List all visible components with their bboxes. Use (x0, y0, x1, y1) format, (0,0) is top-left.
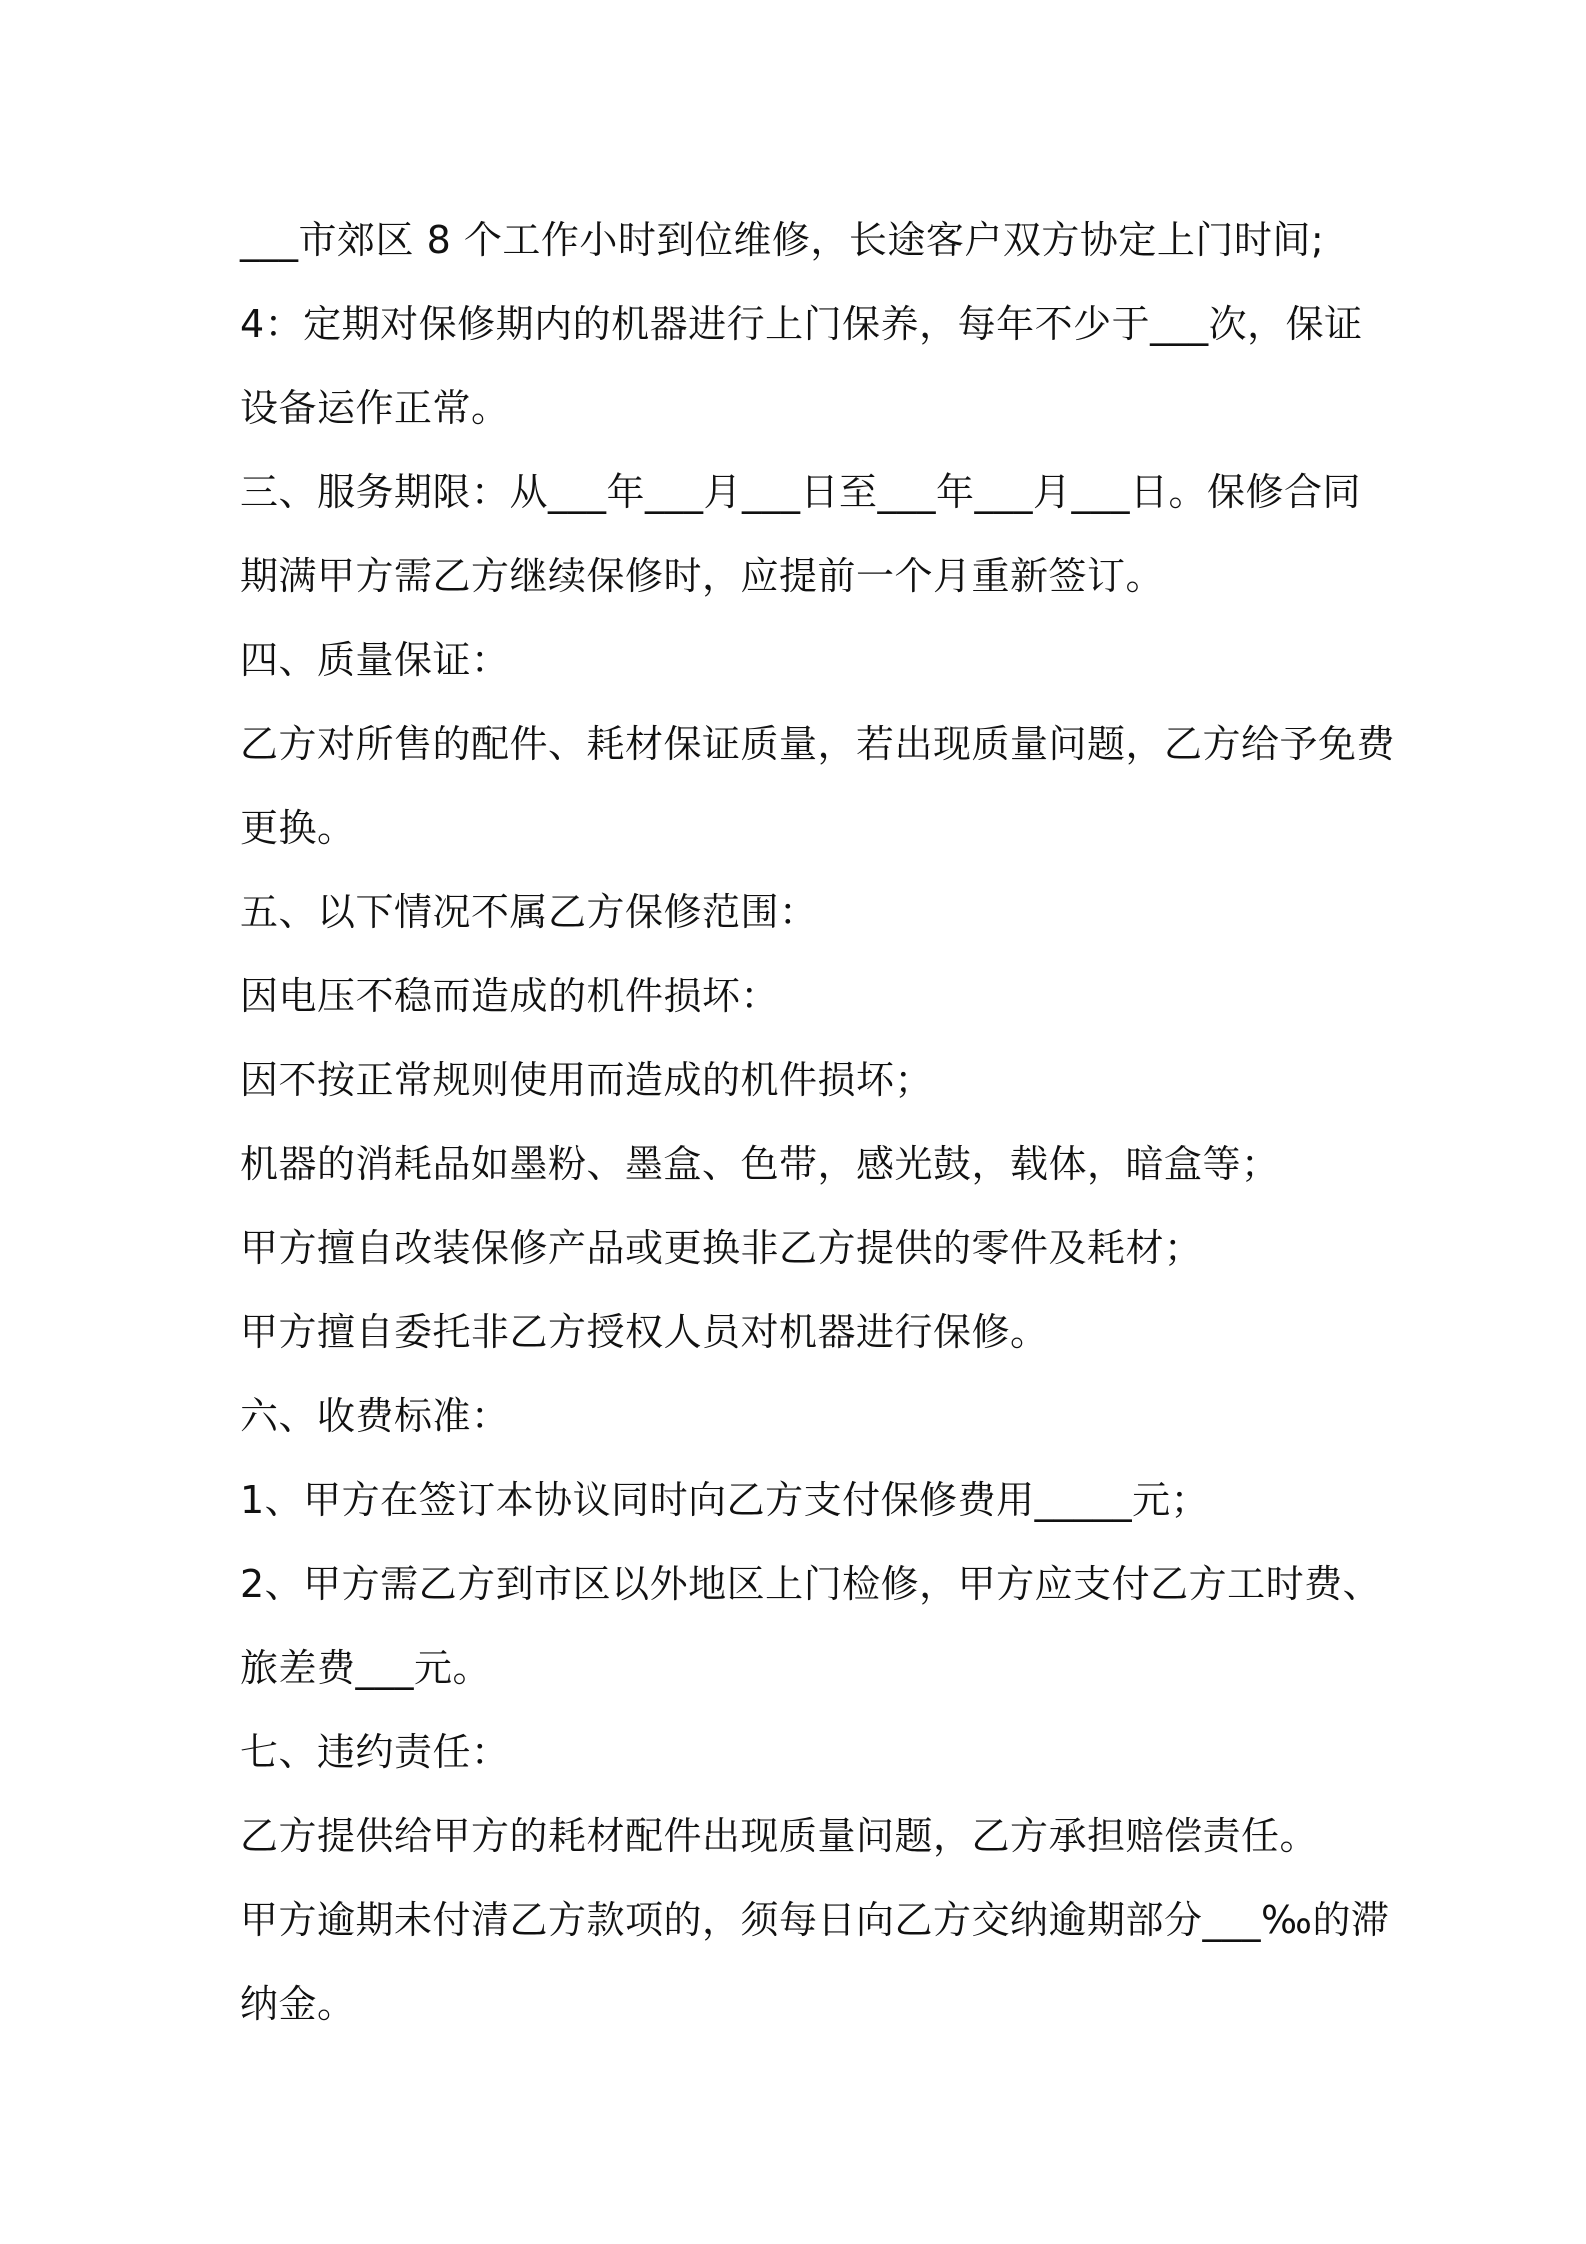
text-line: 甲方擅自改装保修产品或更换非乙方提供的零件及耗材； (240, 1226, 1203, 1270)
text-line: 甲方逾期未付清乙方款项的，须每日向乙方交纳逾期部分___‰的滞 (240, 1898, 1390, 1942)
text-line: 乙方对所售的配件、耗材保证质量，若出现质量问题，乙方给予免费 (240, 722, 1396, 766)
text-line: 纳金。 (240, 1982, 356, 2026)
text-line: 更换。 (240, 806, 356, 850)
section-heading-liability: 七、违约责任： (240, 1730, 510, 1774)
text-line: 1、甲方在签订本协议同时向乙方支付保修费用_____元； (240, 1478, 1210, 1522)
section-heading-service-term: 三、服务期限：从___年___月___日至___年___月___日。保修合同 (240, 470, 1362, 514)
text-line: 因电压不稳而造成的机件损坏： (240, 974, 780, 1018)
text-line: 旅差费___元。 (240, 1646, 492, 1690)
text-line: 2、甲方需乙方到市区以外地区上门检修，甲方应支付乙方工时费、 (240, 1562, 1382, 1606)
text-line: 因不按正常规则使用而造成的机件损坏； (240, 1058, 934, 1102)
text-line: 机器的消耗品如墨粉、墨盒、色带，感光鼓，载体，暗盒等； (240, 1142, 1280, 1186)
text-line: ___市郊区 8 个工作小时到位维修，长途客户双方协定上门时间; (240, 218, 1325, 262)
text-line: 甲方擅自委托非乙方授权人员对机器进行保修。 (240, 1310, 1049, 1354)
text-line: 4：定期对保修期内的机器进行上门保养，每年不少于___次，保证 (240, 302, 1363, 346)
section-heading-fees: 六、收费标准： (240, 1394, 510, 1438)
document-body (240, 198, 1396, 2046)
section-heading-exclusions: 五、以下情况不属乙方保修范围： (240, 890, 818, 934)
text-line: 期满甲方需乙方继续保修时，应提前一个月重新签订。 (240, 554, 1165, 598)
section-heading-quality: 四、质量保证： (240, 638, 510, 682)
text-line: 设备运作正常。 (240, 386, 510, 430)
text-line: 乙方提供给甲方的耗材配件出现质量问题，乙方承担赔偿责任。 (240, 1814, 1319, 1858)
